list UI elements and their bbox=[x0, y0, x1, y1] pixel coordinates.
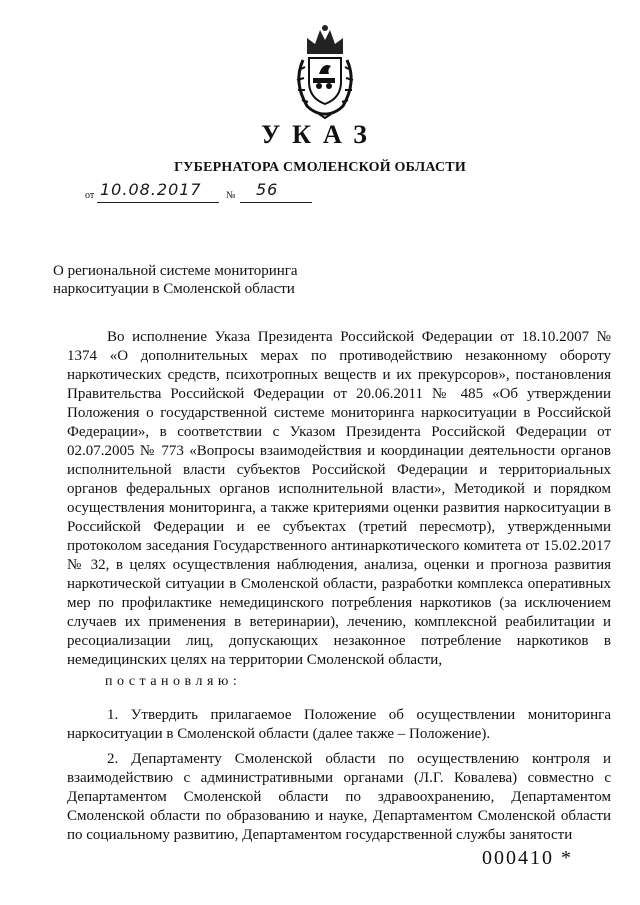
decree-word: постановляю: bbox=[105, 674, 242, 689]
document-topic: О региональной системе мониторинга наркоситуации в Смоленской области bbox=[53, 263, 298, 297]
number-field bbox=[226, 186, 236, 210]
date-underline bbox=[97, 202, 219, 203]
date-value bbox=[100, 180, 202, 204]
number-prefix: № bbox=[226, 190, 236, 201]
preamble-paragraph: Во исполнение Указа Президента Российской Федерации от 18.10.2007 № 1374 «О дополнительных мерах по противодействию незаконному обороту наркотических средств, психотропных веществ и их прекурсоров», постановления Правительства Российской Федерации от 20.06.2011 № 485 «Об утверждении Положения о государственной системе мониторинга наркоситуации в Российской Федерации», в соответствии с Указом Президента Российской Федерации от 02.07.2005 № 773 «Вопросы взаимодействия и координации деятельности органов исполнительной власти субъектов Российской Федерации и территориальных органов федеральных органов исполнительной власти», Методикой и порядком осуществления мониторинга, а также критериями оценки развития наркоситуации в Российской Федерации и ее субъектах (третий пересмотр), утвержденными протоколом заседания Государственного антинаркотического комитета от 15.02.2017 № 32, в целях осуществления наблюдения, анализа, оценки и прогноза развития наркотической ситуации в Смоленской области, разработки комплекса оперативных мер по профилактике немедицинского потребления наркотиков (за исключением случаев их применения в ветеринарии), лечению, комплексной реабилитации и ресоциализации лиц, допускающих незаконное потребление наркотиков в немедицинских целях на территории Смоленской области, bbox=[67, 329, 611, 668]
number-handwritten: 56 bbox=[256, 180, 279, 199]
date-field bbox=[85, 186, 94, 210]
registration-number: 000410 * bbox=[482, 847, 573, 869]
preamble-section bbox=[67, 328, 611, 670]
number-underline bbox=[240, 202, 312, 203]
coat-of-arms-icon bbox=[285, 20, 365, 120]
date-prefix: от bbox=[85, 190, 95, 201]
list-item: 2. Департаменту Смоленской области по осуществлению контроля и взаимодействию с административными органами (Л.Г. Ковалева) совместно с Департаментом Смоленской области по здравоохранению, Департаментом Смоленской области по образованию и науке, Департаментом Смоленской области по социальному развитию, Департаментом государственной службы занятости bbox=[67, 751, 611, 843]
items-section bbox=[67, 706, 611, 851]
list-item: 1. Утвердить прилагаемое Положение об осуществлении мониторинга наркоситуации в Смоленской области (далее также – Положение). bbox=[67, 707, 611, 742]
date-handwritten: 10.08.2017 bbox=[100, 180, 202, 199]
document-title: УКАЗ bbox=[261, 120, 379, 149]
number-value bbox=[256, 180, 278, 204]
document-subtitle: ГУБЕРНАТОРА СМОЛЕНСКОЙ ОБЛАСТИ bbox=[174, 160, 466, 175]
